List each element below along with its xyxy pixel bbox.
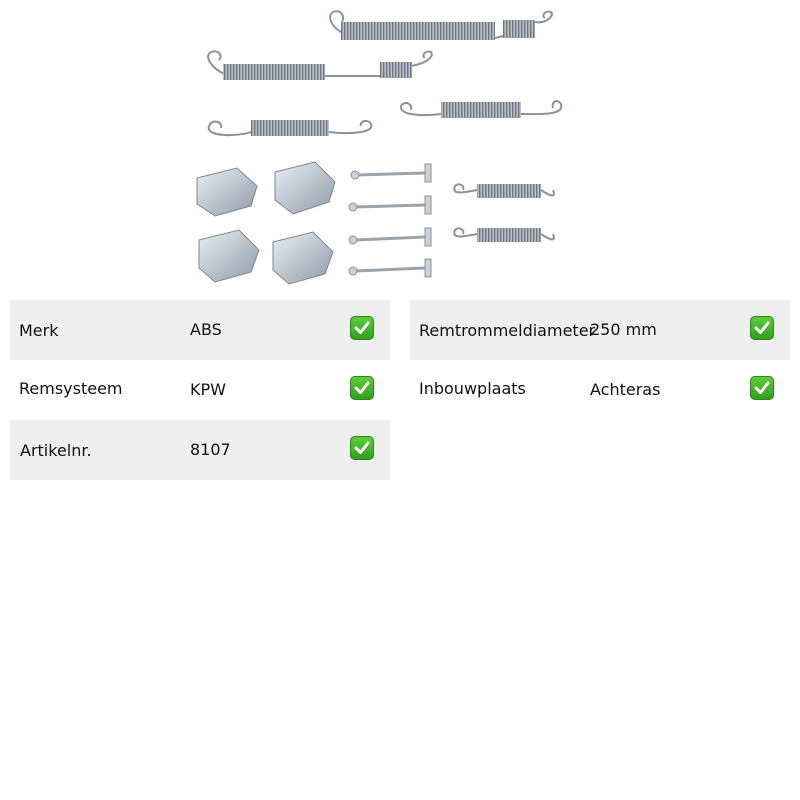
check-mark-button-icon xyxy=(350,376,374,400)
spec-row-position xyxy=(410,360,790,420)
spec-value: KPW xyxy=(190,380,226,399)
check-mark-button-icon xyxy=(750,316,774,340)
product-image xyxy=(185,0,585,295)
check-mark-button-icon xyxy=(750,376,774,400)
spec-value: Achteras xyxy=(590,380,661,399)
check-mark-button-icon xyxy=(350,316,374,340)
spec-row-system xyxy=(10,360,390,420)
spec-row-drum-diameter xyxy=(410,300,790,360)
spec-label: Merk xyxy=(19,321,59,340)
check-mark-button-icon xyxy=(350,436,374,460)
spec-label: Remsysteem xyxy=(19,379,123,398)
spec-row-article xyxy=(10,420,390,480)
spec-label: Artikelnr. xyxy=(20,441,92,460)
spec-value: ABS xyxy=(190,320,222,339)
spec-value: 8107 xyxy=(190,440,231,459)
spec-value: 250 mm xyxy=(590,320,657,339)
spec-table-right xyxy=(410,300,790,420)
spec-label: Remtrommeldiameter xyxy=(419,321,596,340)
spec-label: Inbouwplaats xyxy=(419,379,526,398)
spec-row-brand xyxy=(10,300,390,360)
spec-table-left xyxy=(10,300,390,480)
